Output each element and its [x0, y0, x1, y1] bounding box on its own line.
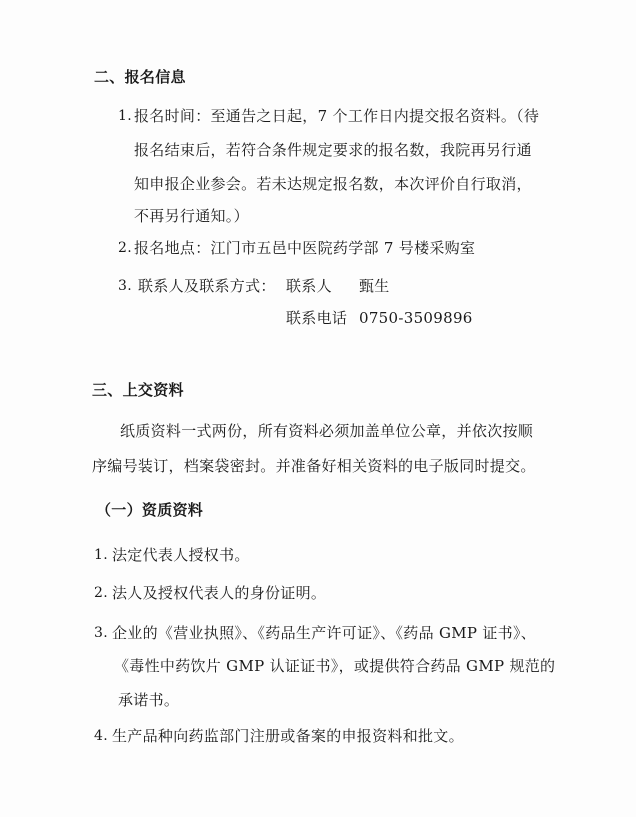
list-item-text: 法人及授权代表人的身份证明。	[112, 584, 327, 602]
contact-phone-value: 0750-3509896	[359, 309, 473, 327]
list-item-text: 报名时间：至通告之日起，7 个工作日内提交报名资料。（待	[134, 107, 540, 125]
contact-person-label: 联系人	[286, 277, 332, 295]
list-item-number: 3.	[94, 625, 108, 641]
list-item-text: 承诺书。	[118, 691, 180, 709]
list-item-number: 1.	[118, 108, 132, 124]
list-item-number: 2.	[94, 585, 108, 601]
subsection-heading-qualification: （一）资质资料	[96, 501, 204, 519]
list-item-text: 企业的《营业执照》、《药品生产许可证》、《药品 GMP 证书》、	[112, 624, 537, 642]
list-item-number: 3.	[118, 278, 132, 294]
paragraph-line: 序编号装订，档案袋密封。并准备好相关资料的电子版同时提交。	[92, 457, 536, 475]
list-item-text: 知申报企业参会。若未达规定报名数，本次评价自行取消，	[134, 175, 532, 193]
section-heading-submission: 三、上交资料	[92, 381, 184, 399]
contact-person-value: 甄生	[359, 277, 390, 295]
list-item-text: 报名地点：江门市五邑中医院药学部 7 号楼采购室	[134, 239, 476, 257]
list-item-text: 法定代表人授权书。	[112, 546, 250, 564]
list-item-text: 生产品种向药监部门注册或备案的申报资料和批文。	[112, 727, 464, 745]
list-item-number: 2.	[118, 240, 132, 256]
paragraph-line: 纸质资料一式两份，所有资料必须加盖单位公章，并依次按顺	[120, 422, 534, 440]
list-item-number: 4.	[94, 728, 108, 744]
list-item-number: 1.	[94, 547, 108, 563]
contact-phone-label: 联系电话	[286, 309, 348, 327]
section-heading-registration: 二、报名信息	[94, 68, 186, 86]
list-item-text: 《毒性中药饮片 GMP 认证证书》，或提供符合药品 GMP 规范的	[114, 657, 556, 675]
contact-method-label: 联系人及联系方式：	[138, 277, 276, 295]
list-item-text: 不再另行通知。）	[134, 207, 249, 225]
list-item-text: 报名结束后，若符合条件规定要求的报名数，我院再另行通	[134, 141, 532, 159]
